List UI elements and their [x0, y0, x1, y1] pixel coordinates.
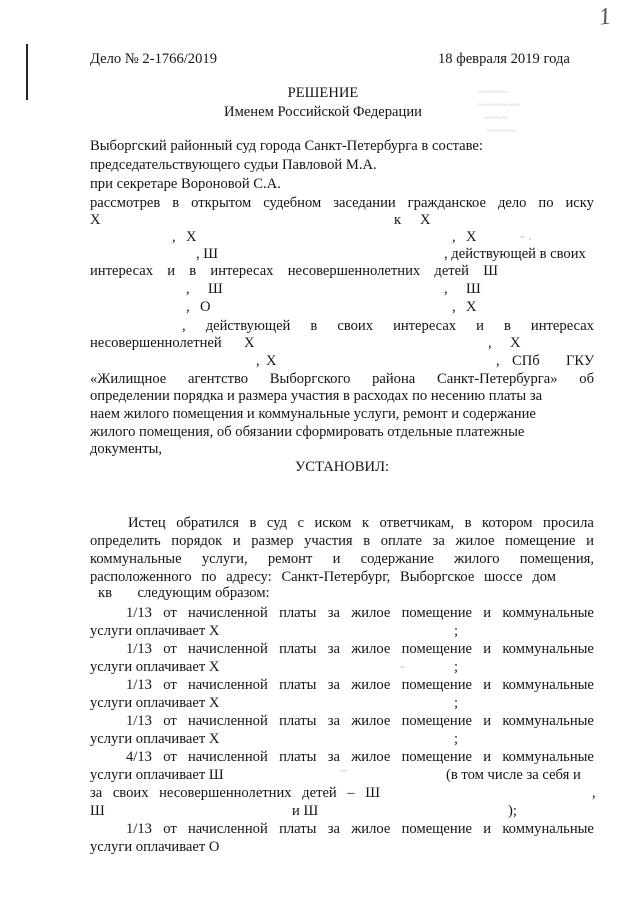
court-intro-line: Выборгский районный суд города Санкт-Петербурга в составе: [90, 138, 483, 154]
case-text-fragment: , [444, 281, 448, 297]
case-text-fragment: , [452, 229, 456, 245]
body-line: коммунальные услуги, ремонт и содержание жилого помещения, [90, 551, 594, 567]
handwritten-page-number: 1 [597, 3, 613, 31]
share-line: 1/13 от начисленной платы за жилое помещение и коммунальные [126, 605, 594, 621]
share-end: ; [454, 659, 459, 675]
share-payer: услуги оплачивает Ш [90, 767, 224, 783]
share-children-fragment: ); [508, 803, 517, 819]
case-text-fragment: несовершеннолетней [90, 335, 222, 351]
share-payer: услуги оплачивает Х [90, 731, 220, 747]
bleed-through-mark: ~~~~~ ~~~~~~~ ~~~~ ~~~~~ [478, 86, 520, 137]
case-text-fragment: Х [420, 212, 431, 228]
case-text-line: документы, [90, 441, 163, 457]
share-payer: услуги оплачивает О [90, 839, 220, 855]
case-text-fragment: , [186, 299, 190, 315]
share-children-fragment: и Ш [292, 803, 319, 819]
case-text-fragment: Х [244, 335, 255, 351]
case-number: Дело № 2-1766/2019 [90, 51, 217, 67]
body-line: определить порядок и размер участия в оплате за жилое помещение и [90, 533, 594, 549]
case-text-fragment: О [200, 299, 211, 315]
case-text-fragment: Х [90, 212, 101, 228]
case-text-fragment: , действующей в своих [444, 246, 586, 262]
case-text-fragment: СПб [512, 353, 540, 369]
case-text-fragment: Х [466, 299, 477, 315]
section-heading: УСТАНОВИЛ: [294, 459, 390, 475]
share-children-line: за своих несовершеннолетних детей – Ш [90, 785, 380, 801]
share-line: 1/13 от начисленной платы за жилое помещение и коммунальные [126, 641, 594, 657]
court-intro-line: при секретаре Вороновой С.А. [90, 176, 281, 192]
redaction-mark: - [400, 659, 405, 674]
share-payer: услуги оплачивает Х [90, 695, 220, 711]
share-line: 1/13 от начисленной платы за жилое помещение и коммунальные [126, 677, 594, 693]
case-text-fragment: , [496, 353, 500, 369]
case-text-fragment: Ш [466, 281, 481, 297]
share-line: 1/13 от начисленной платы за жилое помещение и коммунальные [126, 713, 594, 729]
case-text-line: рассмотрев в открытом судебном заседании гражданское дело по иску [90, 195, 594, 211]
decision-date: 18 февраля 2019 года [438, 51, 570, 67]
redaction-mark: - . [520, 229, 532, 244]
body-line: расположенного по адресу: Санкт-Петербург, Выборгское шоссе дом [90, 569, 556, 585]
case-text-fragment: , [256, 353, 260, 369]
share-end: ; [454, 731, 459, 747]
case-text-fragment: Х [186, 229, 197, 245]
case-text-fragment: Ш [208, 281, 223, 297]
case-text-line: «Жилищное агентство Выборгского района Санкт-Петербурга» об [90, 371, 594, 387]
share-end: ; [454, 623, 459, 639]
case-text-fragment: ГКУ [566, 353, 595, 369]
case-text-line: интересах и в интересах несовершеннолетних детей Ш [90, 263, 498, 279]
share-line: 1/13 от начисленной платы за жилое помещение и коммунальные [126, 821, 594, 837]
body-line: Истец обратился в суд с иском к ответчикам, в котором просила [128, 515, 594, 531]
court-intro-line: председательствующего судьи Павловой М.А. [90, 157, 377, 173]
share-payer: услуги оплачивает Х [90, 659, 220, 675]
case-text-fragment: , [488, 335, 492, 351]
case-text-fragment: , [452, 299, 456, 315]
case-text-line: жилого помещения, об обязании сформировать отдельные платежные [90, 424, 525, 440]
case-text-fragment: , [186, 281, 190, 297]
share-payer: услуги оплачивает Х [90, 623, 220, 639]
case-text-fragment: Х [466, 229, 477, 245]
case-text-line: , действующей в своих интересах и в интересах [182, 318, 594, 334]
case-text-line: наем жилого помещения и коммунальные услуги, ремонт и содержание [90, 406, 536, 422]
case-text-line: определении порядка и размера участия в расходах по несению платы за [90, 388, 543, 404]
case-text-fragment: , Ш [196, 246, 219, 262]
case-text-fragment: Х [510, 335, 521, 351]
body-line: кв следующим образом: [98, 585, 270, 601]
document-title: РЕШЕНИЕ [287, 85, 359, 101]
share-end: ; [454, 695, 459, 711]
case-text-fragment: , [172, 229, 176, 245]
share-children-comma: , [592, 785, 596, 801]
share-children-fragment: Ш [90, 803, 105, 819]
case-text-fragment: Х [266, 353, 277, 369]
share-end: (в том числе за себя и [446, 767, 581, 783]
share-line: 4/13 от начисленной платы за жилое помещение и коммунальные [126, 749, 594, 765]
document-subtitle: Именем Российской Федерации [224, 104, 422, 120]
redaction-mark: – [340, 763, 347, 778]
case-text-fragment: к [394, 212, 402, 228]
